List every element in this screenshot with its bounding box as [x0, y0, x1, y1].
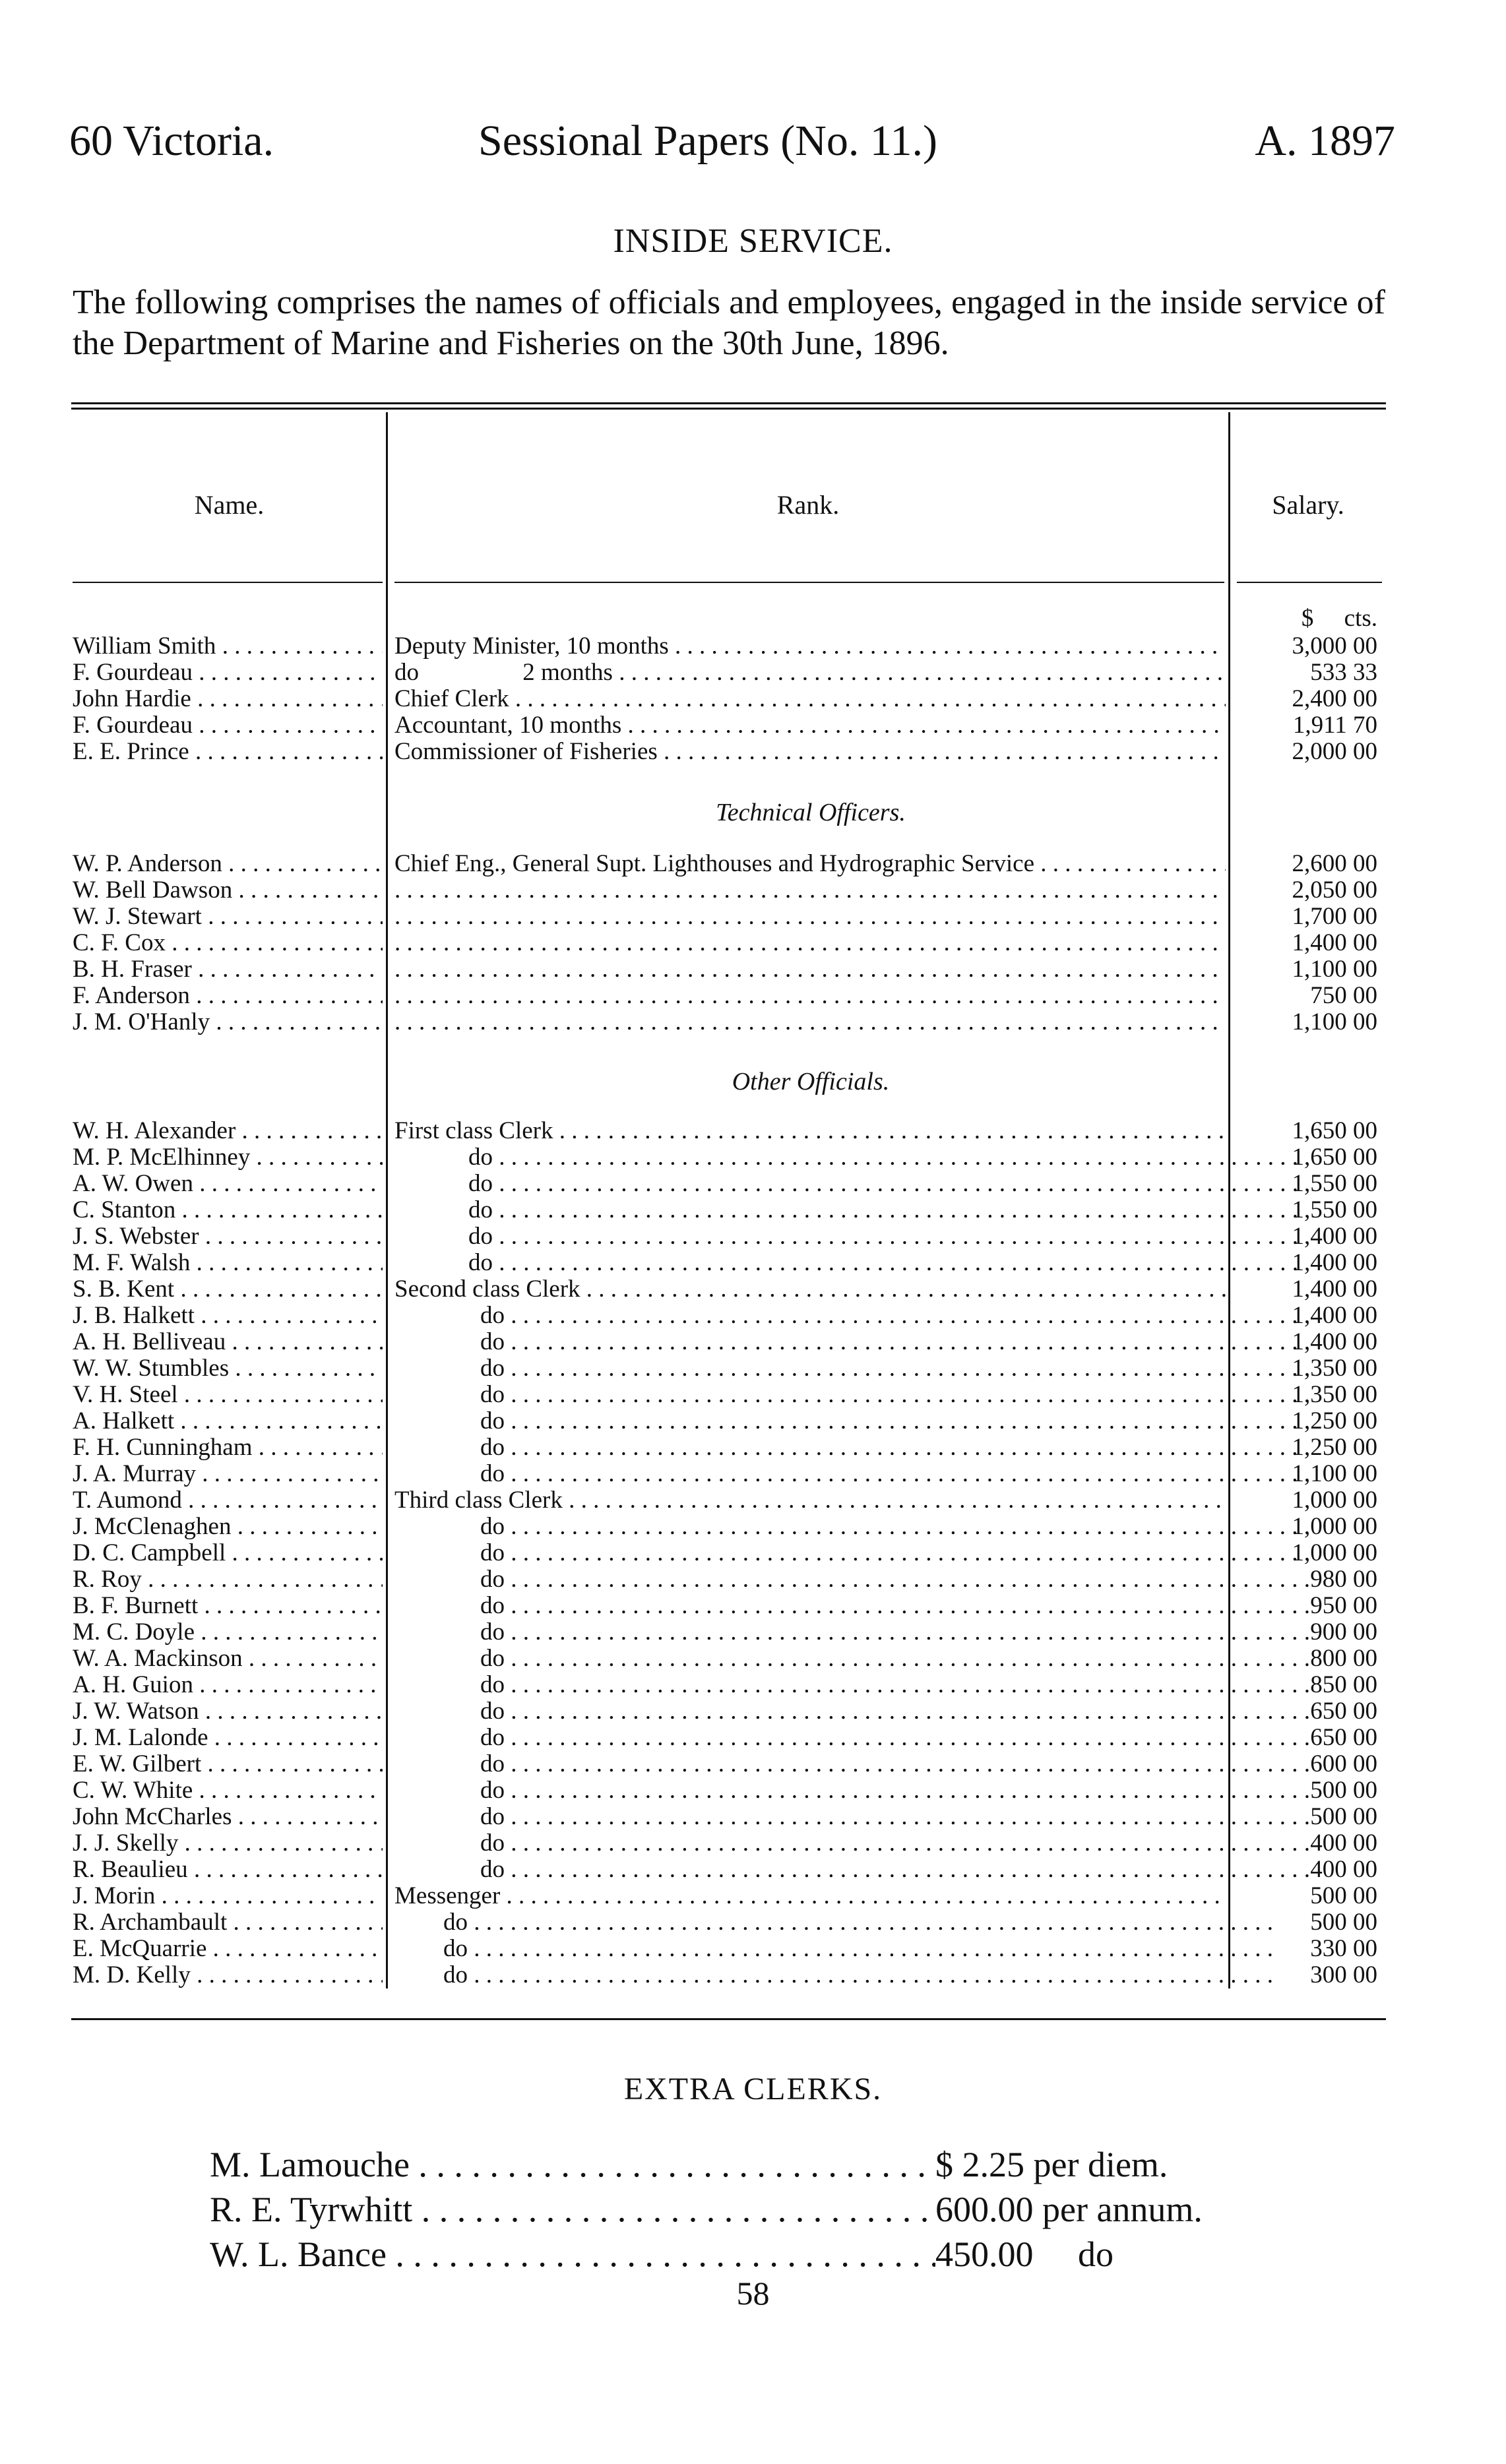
rank-cell: do . . .	[394, 1777, 1311, 1804]
salary-cell: 650 00	[1310, 1698, 1377, 1725]
name-cell: B. H. Fraser . . .	[73, 956, 383, 983]
salary-cell: 500 00	[1310, 1803, 1377, 1830]
header-year: A. 1897	[1255, 117, 1395, 165]
salary-cell: 2,400 00	[1292, 685, 1377, 712]
name-cell: E. McQuarrie . . .	[73, 1936, 383, 1962]
salary-cell: 300 00	[1310, 1961, 1377, 1988]
currency-label: $ cts.	[1301, 605, 1377, 632]
name-cell: W. A. Mackinson . . .	[73, 1646, 383, 1672]
column-header-rank: Rank.	[776, 490, 840, 520]
salary-cell: 533 33	[1310, 659, 1377, 686]
extra-clerk-name: W. L. Bance . . .	[210, 2233, 935, 2275]
extra-clerk-pay: $ 2.25 per diem.	[935, 2145, 1168, 2184]
rank-cell: Second class Clerk . . .	[394, 1276, 1226, 1303]
name-cell: William Smith . . .	[73, 633, 383, 660]
rank-cell: do . . .	[394, 1329, 1311, 1355]
name-cell: J. W. Watson . . .	[73, 1698, 383, 1725]
salary-cell: 1,550 00	[1292, 1196, 1377, 1223]
rank-cell: do . . .	[394, 1408, 1311, 1434]
salary-cell: 1,700 00	[1292, 903, 1377, 930]
rank-cell: do . . .	[394, 1171, 1300, 1197]
rank-cell	[394, 904, 1226, 930]
name-cell: R. Archambault . . .	[73, 1909, 383, 1936]
salary-cell: 1,650 00	[1292, 1117, 1377, 1144]
rank-cell: do . . .	[394, 1857, 1311, 1883]
rank-cell: do . . .	[394, 1566, 1311, 1593]
salary-cell: 1,650 00	[1292, 1144, 1377, 1171]
name-cell: F. Gourdeau . . .	[73, 660, 383, 686]
rank-cell: Commissioner of Fisheries . . .	[394, 739, 1226, 765]
name-cell: A. H. Belliveau . . .	[73, 1329, 383, 1355]
group-heading-other: Other Officials.	[732, 1068, 890, 1095]
rank-cell: do . . .	[394, 1303, 1311, 1329]
name-cell: W. H. Alexander . . .	[73, 1118, 383, 1144]
salary-cell: 1,250 00	[1292, 1407, 1377, 1434]
name-cell: W. W. Stumbles . . .	[73, 1355, 383, 1382]
rank-cell: do . . .	[394, 1223, 1300, 1250]
section-title: INSIDE SERVICE.	[613, 222, 893, 260]
name-cell: C. W. White . . .	[73, 1777, 383, 1804]
salary-cell: 330 00	[1310, 1935, 1377, 1962]
table-bottom-rule	[71, 2018, 1386, 2020]
rank-cell: do . . .	[394, 1540, 1311, 1566]
table-top-rule-inner	[71, 408, 1386, 410]
rank-cell	[394, 877, 1226, 904]
salary-cell: 1,400 00	[1292, 1223, 1377, 1250]
name-cell: J. A. Murray . . .	[73, 1461, 383, 1487]
salary-cell: 950 00	[1310, 1592, 1377, 1619]
header-rule-salary	[1237, 582, 1382, 583]
salary-cell: 2,600 00	[1292, 850, 1377, 877]
extra-clerk-pay: 450.00 do	[935, 2234, 1114, 2274]
salary-cell: 2,050 00	[1292, 877, 1377, 904]
rank-cell: Chief Clerk . . .	[394, 686, 1226, 712]
name-cell: T. Aumond . . .	[73, 1487, 383, 1514]
name-cell: W. P. Anderson . . .	[73, 851, 383, 877]
salary-cell: 1,100 00	[1292, 956, 1377, 983]
salary-cell: 1,400 00	[1292, 1276, 1377, 1303]
name-cell: M. P. McElhinney . . .	[73, 1144, 383, 1171]
rank-cell: do . . .	[394, 1804, 1311, 1830]
name-cell: W. Bell Dawson . . .	[73, 877, 383, 904]
rank-cell: do . . .	[394, 1250, 1300, 1276]
name-cell: R. Beaulieu . . .	[73, 1857, 383, 1883]
rank-cell: do . . .	[394, 1751, 1311, 1777]
rank-cell	[394, 956, 1226, 983]
name-cell: F. H. Cunningham . . .	[73, 1434, 383, 1461]
name-cell: J. M. Lalonde . . .	[73, 1725, 383, 1751]
name-cell: E. W. Gilbert . . .	[73, 1751, 383, 1777]
rank-cell: do . . .	[394, 1382, 1311, 1408]
name-cell: J. J. Skelly . . .	[73, 1830, 383, 1857]
extra-clerks-title: EXTRA CLERKS.	[623, 2072, 883, 2107]
header-volume: 60 Victoria.	[69, 117, 274, 165]
salary-cell: 1,550 00	[1292, 1170, 1377, 1197]
name-cell: J. B. Halkett . . .	[73, 1303, 383, 1329]
rank-cell: do . . .	[394, 1830, 1311, 1857]
name-cell: John Hardie . . .	[73, 686, 383, 712]
name-cell: S. B. Kent . . .	[73, 1276, 383, 1303]
salary-cell: 800 00	[1310, 1645, 1377, 1672]
rank-cell	[394, 1009, 1226, 1035]
name-cell: J. Morin . . .	[73, 1883, 383, 1909]
column-header-name: Name.	[194, 490, 265, 520]
salary-cell: 600 00	[1310, 1750, 1377, 1777]
intro-paragraph: The following comprises the names of officials and employees, engaged in the inside service of the Department of Marine and Fisheries on the 30th June, 1896.	[73, 284, 1385, 362]
rank-cell: Deputy Minister, 10 months . . .	[394, 633, 1226, 660]
salary-cell: 1,000 00	[1292, 1539, 1377, 1566]
name-cell: J. McClenaghen . . .	[73, 1514, 383, 1540]
name-cell: M. F. Walsh . . .	[73, 1250, 383, 1276]
name-cell: J. S. Webster . . .	[73, 1223, 383, 1250]
name-cell: A. Halkett . . .	[73, 1408, 383, 1434]
rank-cell: Accountant, 10 months . . .	[394, 712, 1226, 739]
name-cell: C. F. Cox . . .	[73, 930, 383, 956]
salary-cell: 400 00	[1310, 1856, 1377, 1883]
salary-cell: 980 00	[1310, 1566, 1377, 1593]
salary-cell: 900 00	[1310, 1618, 1377, 1646]
salary-cell: 400 00	[1310, 1830, 1377, 1857]
name-cell: D. C. Campbell . . .	[73, 1540, 383, 1566]
salary-cell: 1,100 00	[1292, 1460, 1377, 1487]
table-top-rule	[71, 402, 1386, 404]
name-cell: B. F. Burnett . . .	[73, 1593, 383, 1619]
rank-cell: do 2 months . . .	[394, 660, 1226, 686]
salary-cell: 500 00	[1310, 1777, 1377, 1804]
name-cell: F. Anderson . . .	[73, 983, 383, 1009]
salary-cell: 500 00	[1310, 1882, 1377, 1909]
salary-cell: 1,911 70	[1292, 712, 1377, 739]
header-rule-name	[73, 582, 383, 583]
salary-cell: 1,100 00	[1292, 1008, 1377, 1035]
extra-clerk-name: R. E. Tyrwhitt . . .	[210, 2188, 935, 2231]
rank-cell: do . . .	[394, 1355, 1311, 1382]
salary-cell: 1,400 00	[1292, 1302, 1377, 1329]
rank-cell: do . . .	[394, 1909, 1274, 1936]
salary-cell: 1,000 00	[1292, 1513, 1377, 1540]
rank-cell: do . . .	[394, 1197, 1300, 1223]
salary-cell: 1,400 00	[1292, 1328, 1377, 1355]
salary-cell: 1,350 00	[1292, 1381, 1377, 1408]
name-cell: E. E. Prince . . .	[73, 739, 383, 765]
salary-cell: 1,250 00	[1292, 1434, 1377, 1461]
running-header	[69, 116, 1395, 175]
name-cell: M. D. Kelly . . .	[73, 1962, 383, 1988]
name-cell: F. Gourdeau . . .	[73, 712, 383, 739]
name-cell: M. C. Doyle . . .	[73, 1619, 383, 1646]
salary-cell: 1,400 00	[1292, 1249, 1377, 1276]
salary-cell: 1,000 00	[1292, 1487, 1377, 1514]
header-series: Sessional Papers (No. 11.)	[478, 117, 937, 165]
rank-cell: do . . .	[394, 1672, 1311, 1698]
rank-cell: Chief Eng., General Supt. Lighthouses and Hydrographic Service . . .	[394, 851, 1226, 877]
group-heading-technical: Technical Officers.	[716, 799, 906, 826]
rank-cell: do . . .	[394, 1936, 1274, 1962]
extra-clerk-pay: 600.00 per annum.	[935, 2190, 1203, 2229]
salary-cell: 1,350 00	[1292, 1355, 1377, 1382]
salary-cell: 3,000 00	[1292, 632, 1377, 660]
name-cell: C. Stanton . . .	[73, 1197, 383, 1223]
rank-cell: do . . .	[394, 1619, 1311, 1646]
salary-cell: 500 00	[1310, 1909, 1377, 1936]
name-cell: A. H. Guion . . .	[73, 1672, 383, 1698]
rank-cell: do . . .	[394, 1962, 1274, 1988]
name-cell: V. H. Steel . . .	[73, 1382, 383, 1408]
rank-cell	[394, 983, 1226, 1009]
salary-cell: 2,000 00	[1292, 738, 1377, 765]
name-cell: John McCharles . . .	[73, 1804, 383, 1830]
column-header-salary: Salary.	[1272, 490, 1344, 520]
name-cell: W. J. Stewart . . .	[73, 904, 383, 930]
header-rule-rank	[394, 582, 1224, 583]
rank-cell: do . . .	[394, 1461, 1311, 1487]
rank-cell: do . . .	[394, 1646, 1311, 1672]
rank-cell: do . . .	[394, 1593, 1311, 1619]
rank-cell: do . . .	[394, 1514, 1311, 1540]
rank-cell: do . . .	[394, 1698, 1311, 1725]
rank-cell: Third class Clerk . . .	[394, 1487, 1226, 1514]
name-cell: J. M. O'Hanly . . .	[73, 1009, 383, 1035]
rank-cell	[394, 930, 1226, 956]
salary-cell: 850 00	[1310, 1671, 1377, 1698]
rank-cell: First class Clerk . . .	[394, 1118, 1226, 1144]
column-divider-name-rank	[386, 412, 388, 1988]
salary-cell: 750 00	[1310, 982, 1377, 1009]
rank-cell: do . . .	[394, 1434, 1311, 1461]
rank-cell: do . . .	[394, 1144, 1300, 1171]
salary-cell: 650 00	[1310, 1724, 1377, 1751]
rank-cell: do . . .	[394, 1725, 1311, 1751]
salary-cell: 1,400 00	[1292, 929, 1377, 956]
name-cell: A. W. Owen . . .	[73, 1171, 383, 1197]
page-number: 58	[736, 2275, 770, 2312]
rank-cell: Messenger . . .	[394, 1883, 1226, 1909]
name-cell: R. Roy . . .	[73, 1566, 383, 1593]
extra-clerk-name: M. Lamouche . . .	[210, 2143, 935, 2186]
